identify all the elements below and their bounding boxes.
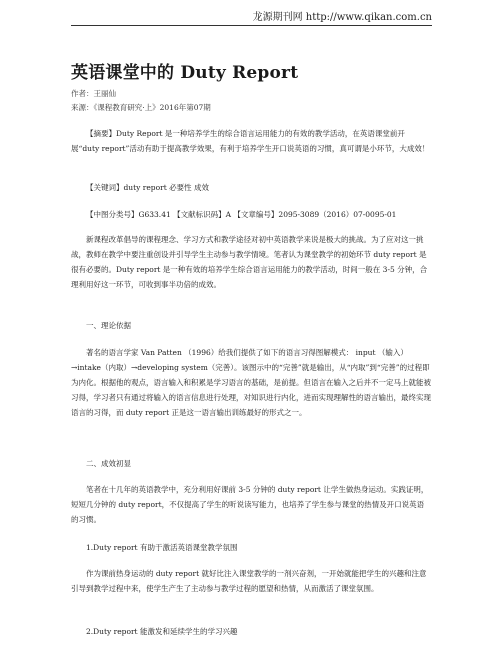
paragraph: 著名的语言学家 Van Patten （1996）给我们提供了如下的语言习得图解模式： input （输入）→intake（内取）→developing system（完善）。该图示中的“完善”就是输出，从“内取”到“完善”的过程即为内化。根据他的观点，语言输入和积累是学习语言的基础，是前提。但语言在输入之后并不一定马上就能被习得，学习者只有通过将输入的语言信息进行处理，对知识进行内化，进而实现理解性的语言输出，最终实现语言的习得，而 duty report 正是这一语言输出训练最好的形式之一。	[71, 348, 431, 417]
section-heading-1	[71, 318, 431, 333]
paragraph: 新课程改革倡导的课程理念、学习方式和教学途径对初中英语教学来说是极大的挑战。为了应对这一挑战，教师在教学中要注重创设并引导学生主动参与教学情境。笔者认为课堂教学的初始环节 duty report 是很有必要的。Duty report 是一种有效的培养学生综合语言运用能力的教学活动，时间一般在 3-5 分钟，合理利用好这一环节，可收到事半功倍的成效。	[71, 235, 428, 289]
classification-text: 【中图分类号】G633.41 【文献标识码】A 【文章编号】2095-3089（2016）07-0095-01	[86, 210, 397, 219]
subheading: 2.Duty report 能激发和延续学生的学习兴趣	[86, 627, 238, 636]
subheading-2	[71, 624, 431, 639]
classification	[71, 207, 431, 222]
site-header: 龙源期刊网 http://www.qikan.com.cn	[252, 12, 432, 23]
header-divider	[71, 25, 432, 26]
section-heading-2	[71, 456, 431, 471]
source-line: 来源：《课程教育研究·上》2016年第07期	[71, 103, 211, 112]
intro-paragraph	[71, 232, 431, 292]
subparagraph-1	[71, 566, 431, 596]
keywords-text: 【关键词】duty report 必要性 成效	[86, 183, 209, 192]
author-line: 作者：王丽仙	[71, 89, 116, 98]
abstract	[71, 126, 431, 156]
article-title: 英语课堂中的 Duty Report	[71, 63, 299, 83]
keywords	[71, 180, 431, 195]
section-heading: 二、成效初显	[86, 459, 131, 468]
theory-paragraph	[71, 345, 431, 420]
section-heading: 一、理论依据	[86, 321, 131, 330]
paragraph: 作为课前热身运动的 duty report 就好比注入课堂教学的一剂兴奋剂，一开始就能把学生的兴趣和注意引导到教学过程中来，使学生产生了主动参与教学过程的愿望和热情，从而激活了课堂氛围。	[71, 569, 427, 593]
paragraph: 笔者在十几年的英语教学中，充分利用好课前 3-5 分钟的 duty report 让学生做热身运动。实践证明，短短几分钟的 duty report，不仅提高了学生的听说读写能力，也培养了学生参与课堂的热情及开口说英语的习惯。	[71, 485, 429, 524]
abstract-text: 【摘要】Duty Report 是一种培养学生的综合语言运用能力的有效的教学活动，在英语课堂前开展“duty report”活动有助于提高教学效果，有利于培养学生开口说英语的习惯，真可谓是小环节，大成效！	[71, 129, 430, 153]
subheading-1	[71, 540, 431, 555]
results-paragraph	[71, 482, 431, 527]
subheading: 1.Duty report 有助于激活英语课堂教学氛围	[86, 543, 238, 552]
